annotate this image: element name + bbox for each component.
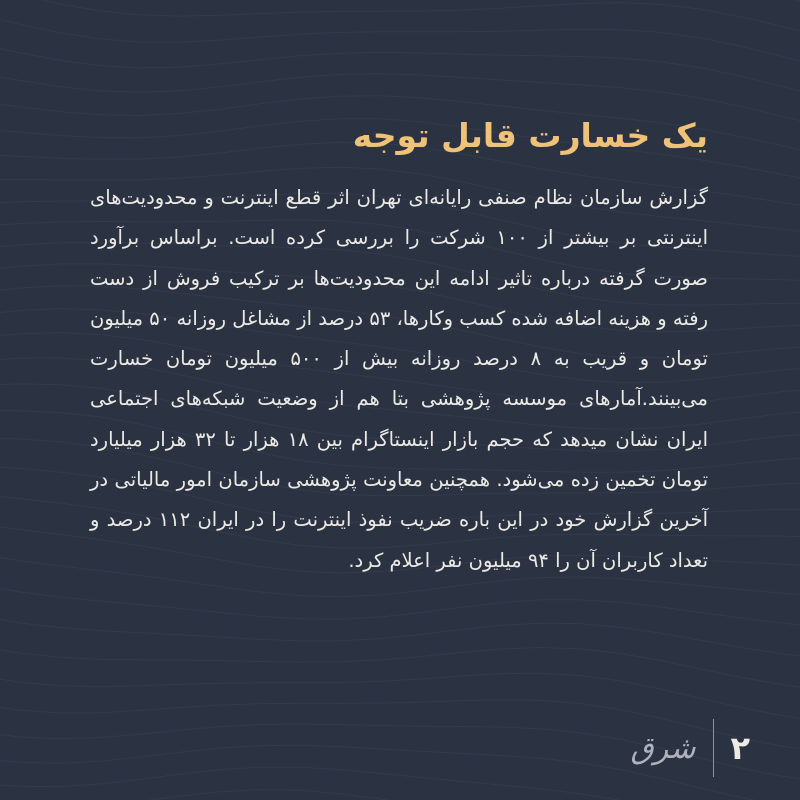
wave-line (0, 636, 800, 690)
wave-line (0, 662, 800, 721)
article-title: یک خسارت قابل توجه (352, 116, 708, 155)
article-body: گزارش سازمان نظام صنفی رایانه‌ای تهران اثر قطع اینترنت و محدودیت‌های اینترنتی بر بیشتر از ۱۰۰ شرکت را بررسی کرده است. براساس برآورد صورت گرفته درباره تاثیر ادامه این محدودیت‌ها بر ترکیب فروش از دست رفته و هزینه اضافه شده کسب وکارها، ۵۳ درصد از مشاغل روزانه ۵۰ میلیون تومان و قریب به ۸ درصد روزانه بیش از ۵۰۰ میلیون تومان خسارت می‌بینند.آمارهای موسسه پژوهشی بتا هم از وضعیت شبکه‌های اجتماعی ایران نشان میدهد که حجم بازار اینستاگرام بین ۱۸ هزار تا ۳۲ هزار میلیارد تومان تخمین زده می‌شود. همچنین معاونت پژوهشی سازمان امور مالیاتی در آخرین گزارش خود در این باره ضریب نفوذ اینترنت را در ایران ۱۱۲ درصد و تعداد کاربران آن را ۹۴ میلیون نفر اعلام کرد. (90, 186, 708, 572)
wave-line (0, 790, 800, 800)
footer (631, 718, 751, 778)
wave-line (0, 12, 800, 66)
publication-logo: شرق (630, 730, 696, 766)
wave-line (0, 38, 800, 96)
wave-line (0, 584, 800, 627)
page-number: ۲ (730, 729, 750, 767)
wave-line (0, 0, 800, 5)
footer-divider (713, 719, 714, 777)
wave-line (0, 610, 800, 659)
wave-line (0, 0, 800, 36)
